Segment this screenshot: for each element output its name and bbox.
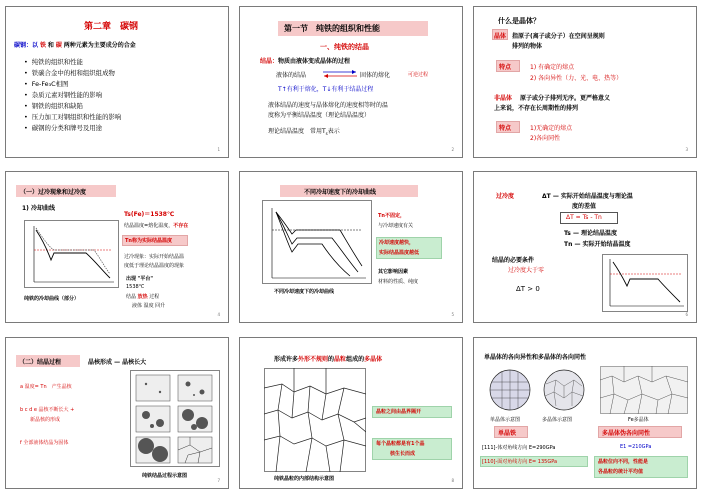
- pseudo-isotropy-label: 多晶体伪各向同性: [602, 430, 651, 437]
- rate-note-2: 实际结晶温度越低: [379, 250, 420, 256]
- figure-caption: 不同冷却速度下的冷却曲线: [274, 289, 335, 295]
- modulus-111: [111]-体对角线方向 E=290GPa: [482, 445, 556, 451]
- crystal-feature-1: 1) 有确定的熔点: [530, 64, 575, 71]
- page-number: 4: [217, 312, 220, 317]
- slide-6: [473, 171, 697, 323]
- heading: （一）过冷现象和过冷度: [20, 189, 87, 196]
- nucleus-note-1: 每个晶粒都是有1个晶: [376, 441, 425, 447]
- question-title: 什么是晶体？: [498, 17, 540, 25]
- modulus-poly: E1 =210GPa: [620, 444, 652, 450]
- page-number: 6: [685, 312, 688, 317]
- slide-title: 形成许多外形不规则的晶粒组成的多晶体: [274, 356, 383, 363]
- crystal-term: 晶体: [494, 33, 507, 40]
- stage-f: f 全部液体结晶为固体: [20, 440, 69, 446]
- rate-line-1: 液体结晶的速度与晶体熔化的速度相等时的温: [268, 102, 389, 109]
- list-item: • 纯铁的组织和性能: [24, 57, 121, 68]
- supercooling-label: 过冷度: [496, 193, 515, 200]
- cooling-rate-figure: [262, 200, 372, 284]
- slide-8: [239, 337, 463, 489]
- stage-a: a 温度= Tn 产生晶核: [20, 384, 72, 390]
- slide-5: [239, 171, 463, 323]
- slide-1: [5, 6, 229, 158]
- liquid-label: 液体的结晶: [276, 72, 307, 79]
- amorphous-feature-2: 2)各向同性: [530, 135, 561, 142]
- average-note-1: 晶粒位向不同，性能是: [598, 459, 649, 465]
- page-number: 5: [451, 312, 454, 317]
- feature-label: 特点: [499, 64, 512, 71]
- polycrystal-figure: [264, 368, 366, 472]
- single-crystal-figure: [488, 368, 532, 412]
- release-heat: 结晶 放热 过程: [126, 294, 160, 300]
- condition-detail: 过冷度大于零: [508, 267, 545, 274]
- supercooling-def-2: 度的差值: [572, 203, 597, 210]
- crystallization-stages-figure: [130, 370, 220, 467]
- amorphous-term: 非晶体: [494, 95, 513, 102]
- amorphous-def-1: 原子或分子排列无序。更严格意义: [520, 95, 611, 102]
- grain-boundary-note: 晶粒之间由晶界隔开: [376, 409, 422, 415]
- single-crystal-caption: 单晶体示意图: [490, 417, 521, 423]
- stage-bcde: b c d e 晶核不断长大 +: [20, 407, 75, 413]
- slide-7: [5, 337, 229, 489]
- figure-caption: 纯铁晶粒的内部结构示意图: [274, 476, 335, 482]
- page-number: 3: [685, 147, 688, 152]
- rate-note-1: 冷却速度越快，: [379, 240, 415, 246]
- definition: 结晶：物质由液体变成晶体的过程: [260, 58, 351, 65]
- slide-title: 不同冷却速度下的冷却曲线: [304, 189, 377, 196]
- intro-line: 碳钢：以 铁 和 碳 两种元素为主要成分的合金: [14, 42, 136, 49]
- slide-9: [473, 337, 697, 489]
- figure-caption: 纯铁结晶过程示意图: [142, 473, 188, 479]
- ts-def: Ts — 理论结晶温度: [564, 230, 618, 237]
- list-item: • 杂质元素对钢性能的影响: [24, 90, 121, 101]
- tn-note: Tn称为实际结晶温度: [125, 238, 172, 244]
- amorphous-feature-1: 1)无确定的熔点: [530, 125, 573, 132]
- cooling-curve-figure: [24, 220, 119, 288]
- chapter-title: 第二章 碳钢: [84, 22, 139, 32]
- average-note-2: 各晶粒的统计平均值: [598, 469, 644, 475]
- page-number: 8: [451, 478, 454, 483]
- supercooling-def-2: 度低于理论结晶温度的现象: [124, 263, 185, 269]
- feature-label: 特点: [499, 125, 512, 132]
- theory-temp: 理论结晶温度 常用$T_s$表示: [268, 128, 340, 137]
- reversible-arrows: [322, 69, 358, 79]
- other-factors-detail: 材料的性质、纯度: [378, 279, 419, 285]
- list-item: • 压力加工对钢组织和性能的影响: [24, 112, 121, 123]
- single-iron-label: 单晶铁: [498, 430, 517, 437]
- polycrystal-figure: [542, 368, 586, 412]
- crystal-def-1: 指原子(离子或分子）在空间呈规则: [512, 33, 605, 40]
- supercooling-curve-figure: [602, 254, 688, 312]
- plateau-temp: 1538℃: [126, 284, 145, 290]
- delta-t-condition: ΔT > 0: [516, 285, 540, 293]
- polycrystal-caption: 多晶体示意图: [542, 417, 573, 423]
- slide-4: [5, 171, 229, 323]
- topic-list: [24, 57, 121, 134]
- crystal-def-2: 排列的物体: [512, 43, 543, 50]
- fe-melting-point: Ts(Fe)＝1538℃: [124, 211, 175, 218]
- list-item: • Fe-Fe₃C相图: [24, 79, 121, 90]
- equal-temp-note: 结晶温度=熔化温度，不存在: [124, 223, 189, 229]
- tn-note-1: Tn不固定，: [378, 213, 405, 219]
- section-title: 第一节 纯铁的组织和性能: [284, 24, 380, 33]
- other-factors: 其它影响因素: [378, 269, 409, 275]
- figure-caption: 纯铁的冷却曲线（部分）: [24, 296, 80, 302]
- reversible-label: 可逆过程: [408, 72, 429, 78]
- page-number: 2: [451, 147, 454, 152]
- nucleation-growth: 晶核形成 — 晶核长大: [88, 359, 147, 366]
- list-item: • 碳钢的分类和牌号及用途: [24, 123, 121, 134]
- slide-2: [239, 6, 463, 158]
- amorphous-def-2: 上来说，不存在长周期性的排列: [494, 105, 579, 112]
- stage-bcde-2: 新晶核的形成: [30, 417, 61, 423]
- fe-polycrystal-caption: Fe多晶体: [628, 417, 649, 423]
- rate-line-2: 度称为平衡结晶温度（理论结晶温度）: [268, 112, 371, 119]
- crystal-feature-2: 2) 各向异性（力、光、电、热等）: [530, 75, 623, 82]
- subsection-title: 一、纯铁的结晶: [320, 43, 369, 51]
- temperature-note: T↑有利于熔化，T↓有利于结晶过程: [278, 86, 374, 93]
- page-number: 1: [217, 147, 220, 152]
- tn-note-2: 与冷却速度有关: [378, 223, 414, 229]
- heading: （二）结晶过程: [19, 359, 62, 366]
- formula: ΔT = Ts - Tn: [566, 214, 602, 221]
- plateau-note: 出现 "平台": [126, 276, 153, 282]
- fe-polycrystal-micrograph: [600, 366, 688, 414]
- temp-rise: 液体 温度 回升: [132, 303, 166, 309]
- tn-def: Tn — 实际开始结晶温度: [564, 241, 631, 248]
- necessary-condition: 结晶的必要条件: [492, 257, 535, 264]
- subheading: 1) 冷却曲线: [22, 205, 56, 212]
- page-number: 7: [217, 478, 220, 483]
- slide-title: 单晶体的各向异性和多晶体的各向同性: [484, 354, 587, 361]
- list-item: • 铁碳合金中的相和组织组成物: [24, 68, 121, 79]
- nucleus-note-2: 核生长而成: [390, 451, 416, 457]
- list-item: • 钢铁的组织和缺陷: [24, 101, 121, 112]
- solid-label: 固体的熔化: [360, 72, 391, 79]
- supercooling-def-1: 过冷现象：实际开始结晶温: [124, 254, 185, 260]
- supercooling-def-1: ΔT — 实际开始结晶温度与理论温: [542, 193, 633, 200]
- slide-3: [473, 6, 697, 158]
- modulus-110: [110]-面对角线方向 E= 135GPa: [482, 459, 558, 465]
